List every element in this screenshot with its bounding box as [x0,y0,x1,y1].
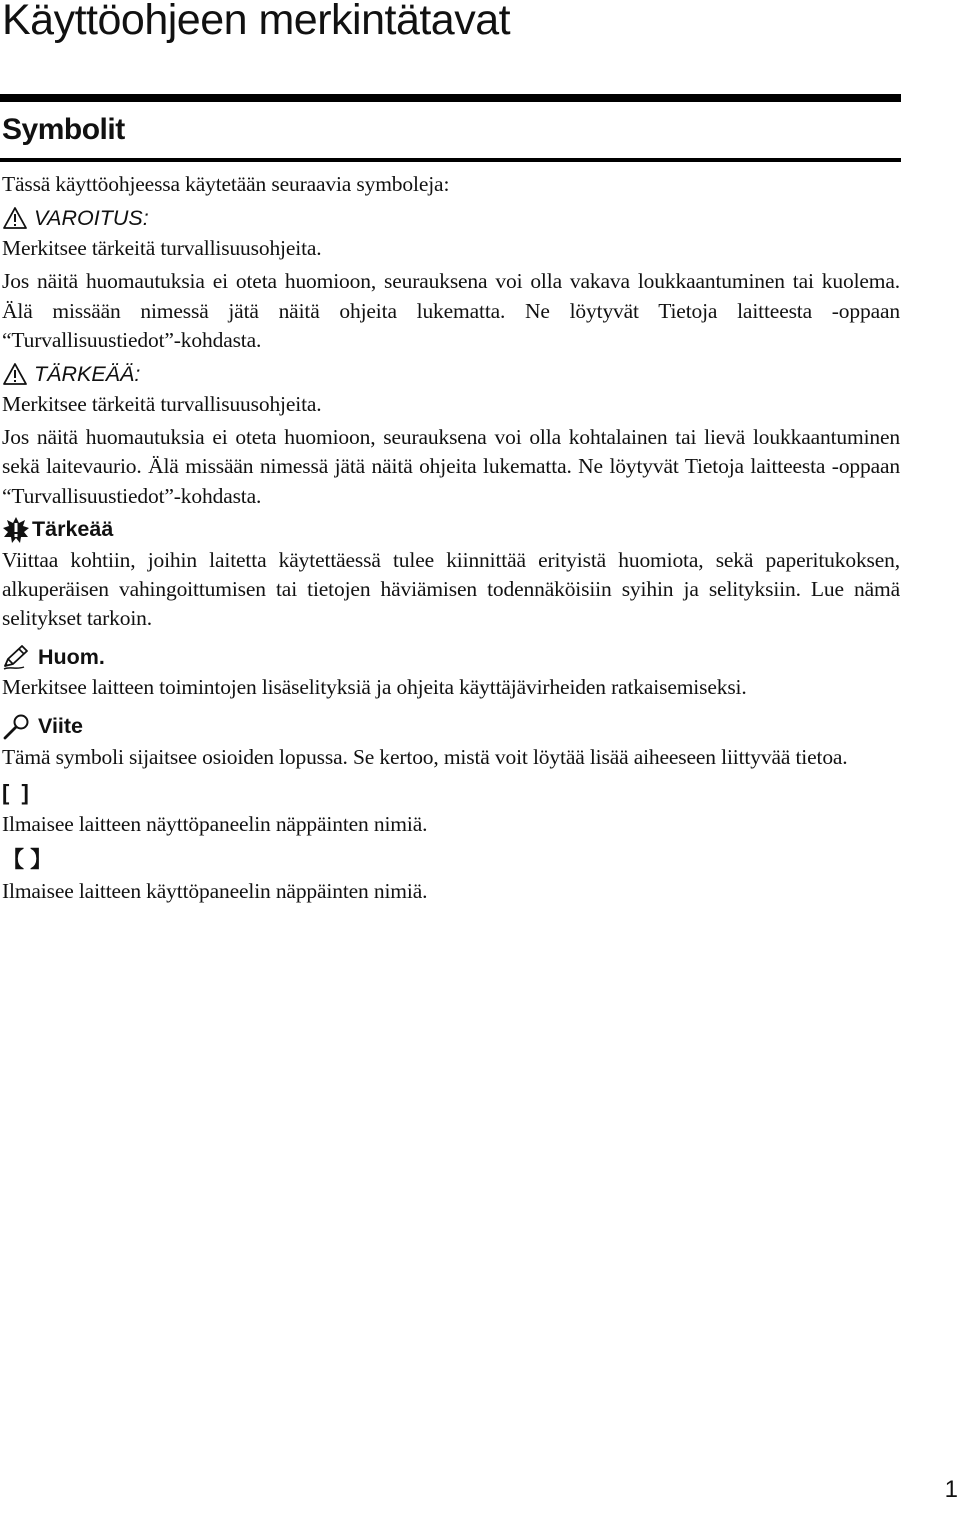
lenticular-brackets-body: Ilmaisee laitteen käyttöpaneelin näppäinten nimiä. [2,879,428,904]
varoitus-body: Jos näitä huomautuksia ei oteta huomioon, seurauksena voi olla vakava loukkaantuminen tai kuolema. Älä missään nimessä jätä näitä ohjeita lukematta. Ne löytyvät Tietoja laitteesta -oppaan “Turvallisuustiedot”-kohdasta. [2,269,900,352]
square-brackets-symbol: [ ] [2,779,32,805]
tarkeaa-heading [2,514,900,546]
varoitus-heading [2,202,900,234]
varoitus-label: VAROITUS: [34,205,149,230]
important-burst-icon [2,516,30,544]
varoitus-description: Merkitsee tärkeitä turvallisuusohjeita. [2,236,322,261]
tarkeaa-body: Viittaa kohtiin, joihin laitetta käytettäessä tulee kiinnittää erityistä huomiota, sekä paperitukoksen, alkuperäisen vahingoittumisen tai tietojen häviämisen todennäköisiin syihin ja selityksiin. Lue nämä selitykset tarkoin. [2,547,900,631]
tarkeaa-caution-body: Jos näitä huomautuksia ei oteta huomioon, seurauksena voi olla kohtalainen tai lievä loukkaantuminen sekä laitevaurio. Älä missään nimessä jätä näitä ohjeita lukematta. Ne löytyvät Tietoja laitteesta -oppaan “Turvallisuustiedot”-kohdasta. [2,425,900,508]
section-rule [0,158,901,162]
section-title: Symbolit [2,113,125,146]
caution-triangle-icon [2,362,28,386]
viite-label: Viite [38,714,84,739]
viite-body: Tämä symboli sijaitsee osioiden lopussa. Se kertoo, mistä voit löytää lisää aiheeseen liittyvää tietoa. [2,744,848,769]
symbols-content [2,170,900,906]
huom-heading [2,641,900,673]
tarkeaa-caution-description: Merkitsee tärkeitä turvallisuusohjeita. [2,392,322,417]
tarkeaa-label: Tärkeää [32,517,114,542]
pencil-note-icon [2,644,32,670]
warning-triangle-icon [2,206,28,230]
intro-text: Tässä käyttöohjeessa käytetään seuraavia symboleja: [2,172,450,196]
tarkeaa-caution-heading [2,358,900,390]
page-title: Käyttöohjeen merkintätavat [2,0,511,44]
viite-heading [2,711,900,743]
title-rule [0,94,901,102]
tarkeaa-caution-label: TÄRKEÄÄ: [34,361,141,386]
page-number: 1 [944,1476,958,1503]
square-brackets-body: Ilmaisee laitteen näyttöpaneelin näppäinten nimiä. [2,811,428,836]
huom-body: Merkitsee laitteen toimintojen lisäselityksiä ja ohjeita käyttäjävirheiden ratkaisemiseksi. [2,675,747,700]
huom-label: Huom. [38,644,105,669]
magnifier-reference-icon [2,713,32,741]
lenticular-brackets-symbol: 【 】 [2,847,53,873]
